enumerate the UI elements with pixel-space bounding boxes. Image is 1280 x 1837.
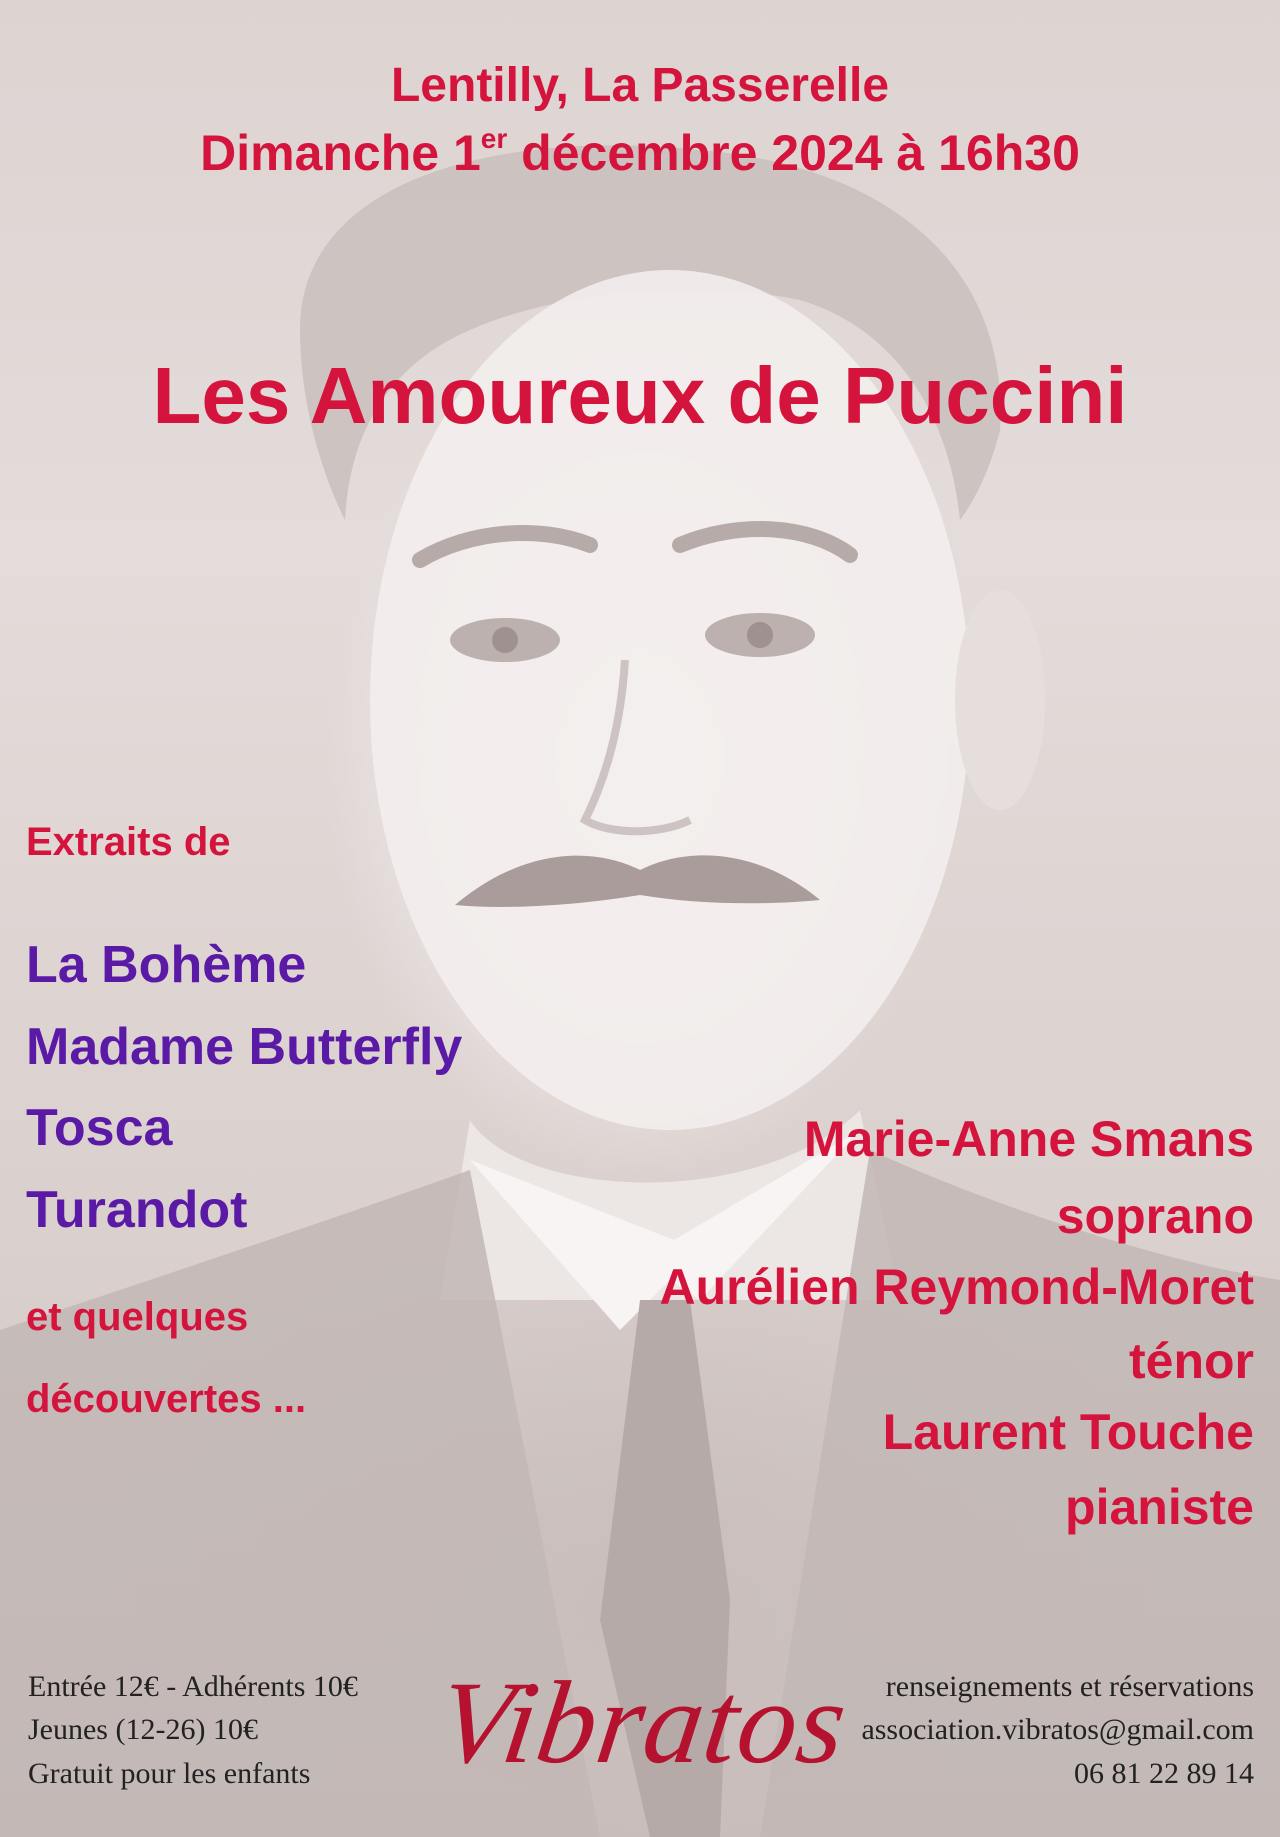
performer-name: Aurélien Reymond-Moret: [659, 1259, 1254, 1315]
vibratos-logo: [430, 1648, 856, 1798]
opera-item: Tosca: [26, 1099, 173, 1157]
performer-role: soprano: [1056, 1188, 1254, 1244]
program-intro: Extraits de: [26, 820, 231, 864]
contact-heading: renseignements et réservations: [885, 1670, 1254, 1703]
performer-name: Marie-Anne Smans: [803, 1111, 1254, 1167]
program-outro-line2: découvertes ...: [26, 1377, 307, 1421]
opera-item: La Bohème: [26, 936, 307, 994]
performer-role: pianiste: [1065, 1479, 1254, 1535]
opera-item: Madame Butterfly: [26, 1018, 463, 1076]
performer-role: ténor: [1129, 1333, 1254, 1389]
price-line: Entrée 12€ - Adhérents 10€: [28, 1670, 358, 1703]
concert-title: Les Amoureux de Puccini: [152, 351, 1128, 440]
opera-item: Turandot: [26, 1181, 248, 1239]
event-date: [0, 124, 1280, 182]
date-suffix: décembre 2024 à 16h30: [507, 125, 1080, 181]
program-outro-line1: et quelques: [26, 1295, 249, 1339]
performer-name: Laurent Touche: [882, 1404, 1254, 1460]
price-line: Jeunes (12-26) 10€: [28, 1713, 258, 1746]
venue-location: Lentilly, La Passerelle: [390, 59, 890, 112]
date-ordinal-suffix: er: [480, 123, 508, 154]
price-line: Gratuit pour les enfants: [28, 1757, 311, 1790]
contact-phone[interactable]: 06 81 22 89 14: [1074, 1757, 1254, 1790]
contact-email[interactable]: association.vibratos@gmail.com: [861, 1713, 1254, 1746]
logo-text: Vibratos: [430, 1657, 856, 1788]
date-prefix: Dimanche 1: [200, 125, 481, 181]
